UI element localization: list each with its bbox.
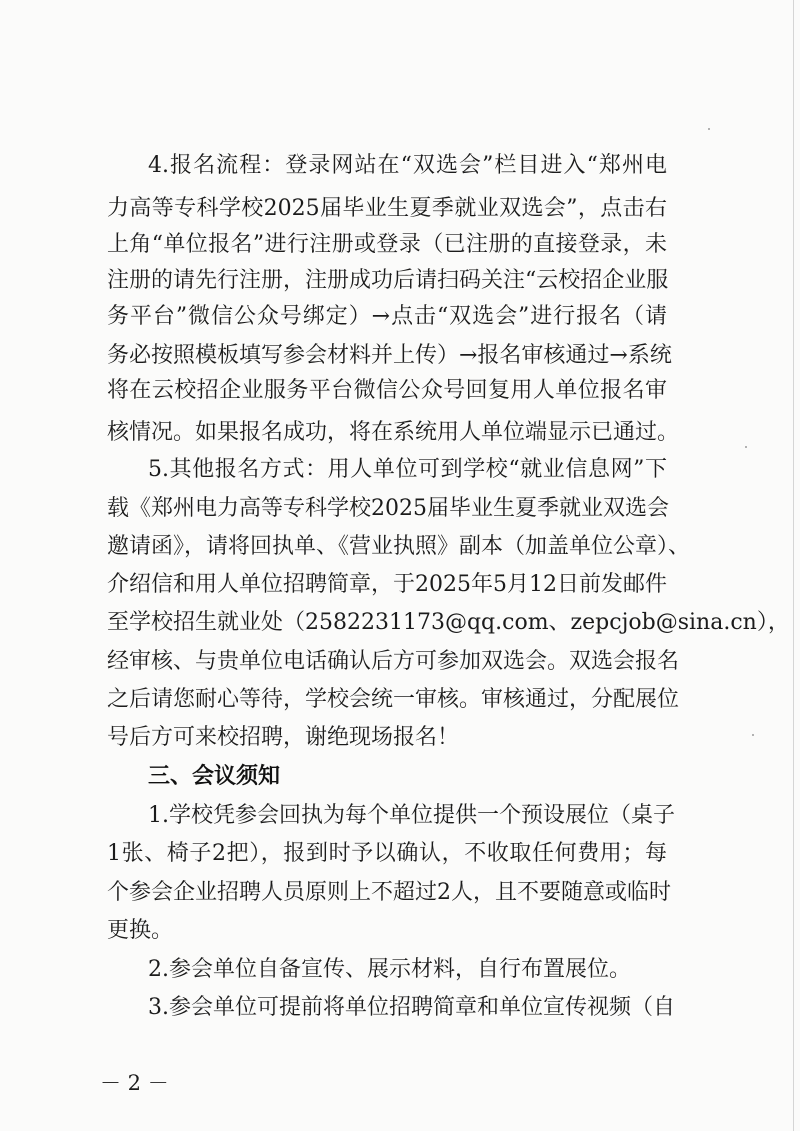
paragraph-line: 号后方可来校招聘，谢绝现场报名！ [107, 725, 460, 750]
paragraph-line: 务必按照模板填写参会材料并上传）→报名审核通过→系统 [107, 343, 672, 368]
paragraph-line: 核情况。如果报名成功，将在系统用人单位端显示已通过。 [107, 420, 680, 445]
paragraph-line: 1张、椅子2把），报到时予以确认，不收取任何费用；每 [107, 841, 667, 866]
section-heading: 三、会议须知 [148, 764, 281, 789]
scan-speck [752, 734, 754, 736]
paragraph-line: 之后请您耐心等待，学校会统一审核。审核通过，分配展位 [107, 687, 680, 712]
paragraph-line: 4.报名流程：登录网站在“双选会”栏目进入“郑州电 [148, 153, 667, 178]
paragraph-line: 个参会企业招聘人员原则上不超过2人，且不要随意或临时 [107, 880, 671, 905]
scan-speck [708, 128, 710, 130]
paragraph-line: 上角“单位报名”进行注册或登录（已注册的直接登录，未 [107, 232, 667, 257]
paragraph-line: 务平台”微信公众号绑定）→点击“双选会”进行报名（请 [107, 304, 667, 329]
scan-speck [745, 446, 747, 448]
paragraph-line: 经审核、与贵单位电话确认后方可参加双选会。双选会报名 [107, 649, 680, 674]
paragraph-line: 2.参会单位自备宣传、展示材料，自行布置展位。 [148, 957, 631, 982]
paragraph-line: 1.学校凭参会回执为每个单位提供一个预设展位（桌子 [148, 803, 675, 828]
paragraph-line: 3.参会单位可提前将单位招聘简章和单位宣传视频（自 [148, 995, 675, 1020]
paragraph-line: 至学校招生就业处（2582231173@qq.com、zepcjob@sina.cn）， [107, 610, 790, 635]
paragraph-line: 载《郑州电力高等专科学校2025届毕业生夏季就业双选会 [107, 496, 669, 521]
paragraph-line: 力高等专科学校2025届毕业生夏季就业双选会”，点击右 [107, 196, 667, 221]
page-number: － 2 － [100, 1071, 169, 1095]
paragraph-line: 注册的请先行注册，注册成功后请扫码关注“云校招企业服 [107, 268, 669, 293]
paragraph-line: 更换。 [107, 918, 174, 943]
paragraph-line: 介绍信和用人单位招聘简章，于2025年5月12日前发邮件 [107, 572, 667, 597]
paragraph-line: 将在云校招企业服务平台微信公众号回复用人单位报名审 [107, 378, 667, 403]
paragraph-line: 邀请函》，请将回执单、《营业执照》副本（加盖单位公章）、 [107, 534, 691, 559]
scan-edge-line [793, 0, 794, 1131]
paragraph-line: 5.其他报名方式：用人单位可到学校“就业信息网”下 [148, 457, 667, 482]
